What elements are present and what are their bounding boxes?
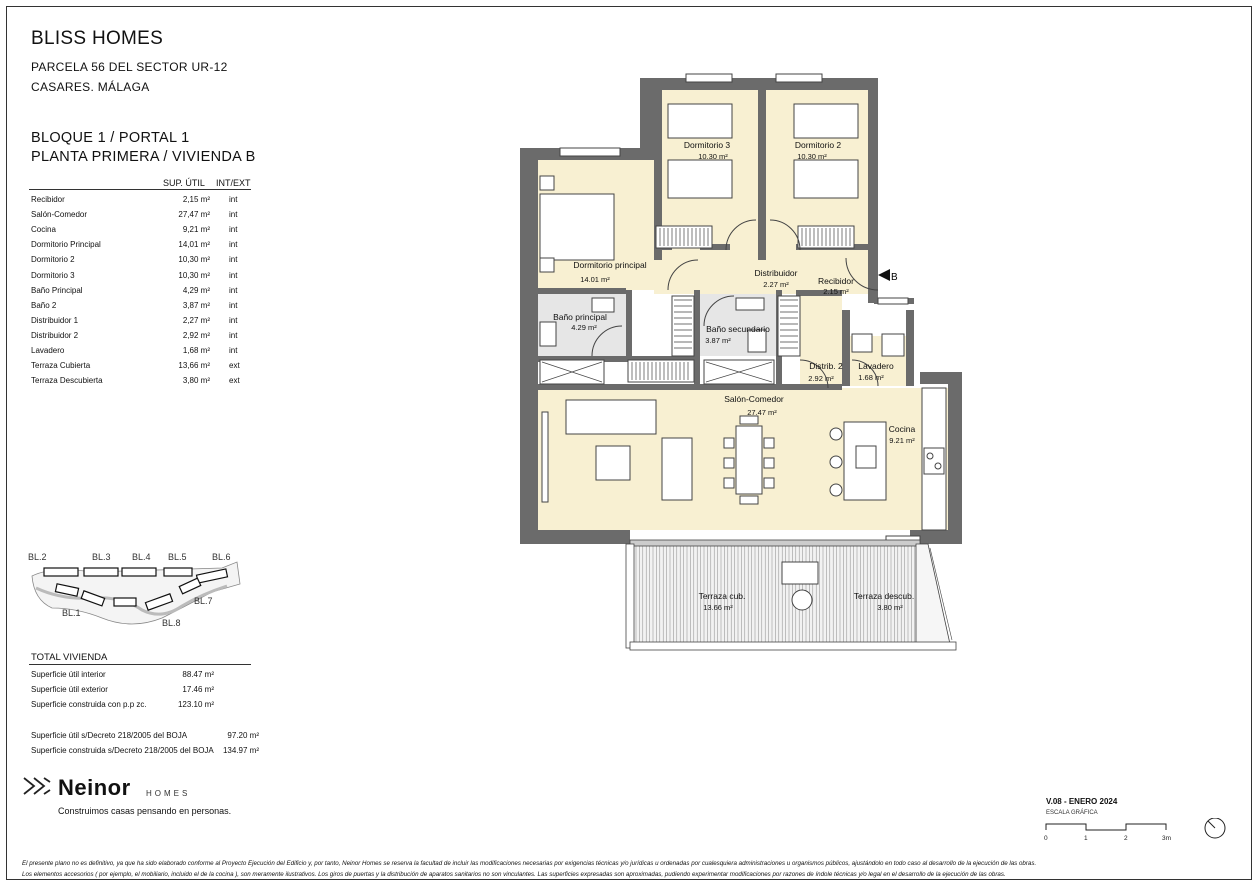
block-line-2: PLANTA PRIMERA / VIVIENDA B [31, 149, 256, 165]
totals-row-label: Superficie útil interior [31, 670, 106, 679]
disclaimer-line-1: El presente plano no es definitivo, ya que ha sido elaborado conforme al Proyecto Ejecución del Edificio y, por tanto, Neinor Homes se reserva la facultad de incluir las modificaciones necesarias por exigencias técnicas y/o jurídicas u ordenadas por cualesquiera administraciones u organismos públicos, ajustándolo en todo caso al desarrollo de la ejecución de las obras. [22, 860, 1037, 867]
surface-room-name: Baño Principal [31, 285, 83, 295]
surface-room-area: 2,92 m² [182, 330, 210, 340]
surface-room-name: Recibidor [31, 195, 65, 204]
totals-row-value: 88.47 m² [182, 670, 214, 679]
section-marker: B [891, 272, 898, 283]
totals-row-label: Superficie útil exterior [31, 685, 108, 694]
scale-label: ESCALA GRÁFICA [1046, 810, 1098, 816]
room-name: Salón-Comedor [724, 394, 784, 404]
room-name: Baño principal [553, 312, 607, 322]
surface-room-type: int [229, 225, 238, 235]
surface-room-name: Distribuidor 1 [31, 315, 79, 325]
plan-version: V.08 - ENERO 2024 [1046, 797, 1118, 806]
brand-name: Neinor [58, 775, 131, 800]
surface-room-area: 1,68 m² [182, 346, 210, 355]
surface-room-area: 27,47 m² [178, 210, 210, 220]
room-area: 2.27 m² [763, 280, 789, 289]
block-line-1: BLOQUE 1 / PORTAL 1 [31, 130, 190, 146]
surface-room-type: int [229, 240, 238, 250]
brand-suffix: HOMES [146, 789, 191, 798]
room-name: Cocina [888, 424, 916, 434]
surface-room-name: Dormitorio 3 [31, 270, 75, 280]
room-name: Terraza cub. [698, 591, 746, 601]
site-label-bl3: BL.3 [92, 552, 111, 562]
room-name: Distribuidor [754, 268, 798, 278]
surface-room-area: 4,29 m² [182, 285, 210, 295]
totals-row-value: 123.10 m² [177, 700, 214, 709]
room-area: 1.68 m² [858, 373, 884, 382]
site-label-bl5: BL.5 [168, 552, 187, 562]
surface-room-name: Dormitorio 2 [31, 255, 75, 265]
decree-row-value: 134.97 m² [222, 746, 259, 755]
scale-tick: 0 [1044, 835, 1048, 842]
room-name: Baño secundario [706, 324, 770, 334]
site-label-bl6: BL.6 [212, 552, 231, 562]
room-area: 14.01 m² [580, 275, 610, 284]
decree-row-label: Superficie útil s/Decreto 218/2005 del BOJA [31, 731, 188, 740]
surface-room-name: Terraza Cubierta [31, 361, 91, 371]
room-name: Distrib. 2 [809, 361, 843, 371]
surface-room-area: 10,30 m² [178, 270, 210, 280]
company-title: BLISS HOMES [31, 28, 164, 49]
legal-disclaimer [22, 858, 1252, 880]
scale-tick: 3m [1162, 835, 1172, 842]
surface-room-name: Salón-Comedor [31, 210, 88, 220]
site-label-bl1: BL.1 [62, 608, 81, 618]
room-area: 10.30 m² [797, 152, 827, 161]
room-area: 27.47 m² [747, 408, 777, 417]
surface-room-type: int [229, 346, 238, 355]
surface-room-name: Distribuidor 2 [31, 330, 79, 340]
surface-room-type: int [229, 270, 238, 280]
surface-room-type: int [229, 285, 238, 295]
surface-room-name: Dormitorio Principal [31, 240, 101, 250]
scale-tick: 2 [1124, 835, 1128, 842]
surface-room-name: Baño 2 [31, 300, 57, 310]
decree-row-label: Superficie construida s/Decreto 218/2005 del BOJA [31, 746, 214, 755]
surface-room-name: Terraza Descubierta [31, 376, 103, 386]
disclaimer-line-2: Los elementos accesorios ( por ejemplo, el mobiliario, incluido el de la cocina ), son meramente ilustrativos. Los giros de puertas y la distribución de aparatos sanitarios no son vinculantes. Las superficies expresadas son aproximadas, pudiendo experimentar modificaciones por razones de índole técnicas y/o legal en el desarrollo de la ejecución de las obras. [22, 871, 1006, 878]
surface-room-type: int [229, 315, 238, 325]
surface-room-area: 13,66 m² [178, 361, 210, 371]
site-label-bl7: BL.7 [194, 596, 213, 606]
brand-slogan: Construimos casas pensando en personas. [58, 806, 232, 816]
room-area: 10.30 m² [698, 152, 728, 161]
room-area: 2.15 m² [823, 287, 849, 296]
surface-room-type: int [229, 255, 238, 265]
surface-room-type: int [229, 330, 238, 340]
surface-room-type: ext [229, 361, 240, 371]
address-line-2: CASARES. MÁLAGA [31, 80, 150, 94]
room-area: 4.29 m² [571, 323, 597, 332]
scale-tick: 1 [1084, 835, 1088, 842]
surface-room-type: int [229, 195, 238, 204]
surface-room-type: int [229, 210, 238, 220]
surface-room-area: 2,27 m² [182, 315, 210, 325]
surface-room-area: 3,87 m² [182, 300, 210, 310]
surface-room-type: int [229, 300, 238, 310]
surface-room-area: 10,30 m² [178, 255, 210, 265]
room-name: Dormitorio 3 [683, 140, 731, 150]
room-name: Terraza descub. [853, 591, 915, 601]
room-name: Dormitorio principal [573, 260, 647, 270]
surface-room-area: 3,80 m² [182, 376, 210, 386]
surface-room-name: Lavadero [31, 346, 65, 355]
room-area: 9.21 m² [889, 436, 915, 445]
room-area: 3.87 m² [705, 336, 731, 345]
room-name: Lavadero [858, 361, 894, 371]
surface-room-area: 2,15 m² [182, 195, 210, 204]
surface-room-type: ext [229, 376, 240, 386]
site-label-bl4: BL.4 [132, 552, 151, 562]
room-area: 3.80 m² [877, 603, 903, 612]
col-header-type: INT/EXT [216, 178, 251, 188]
decree-row-value: 97.20 m² [227, 731, 259, 740]
scale-bar [1040, 818, 1240, 848]
col-header-area: SUP. ÚTIL [163, 178, 205, 188]
room-name: Dormitorio 2 [794, 140, 842, 150]
surface-room-area: 14,01 m² [178, 240, 210, 250]
totals-row-value: 17.46 m² [182, 685, 214, 694]
totals-title: TOTAL VIVIENDA [31, 652, 108, 663]
room-name: Recibidor [818, 276, 854, 286]
site-label-bl8: BL.8 [162, 618, 181, 628]
surface-room-name: Cocina [31, 225, 56, 235]
room-area: 13.66 m² [703, 603, 733, 612]
site-label-bl2: BL.2 [28, 552, 47, 562]
room-area: 2.92 m² [808, 374, 834, 383]
address-line-1: PARCELA 56 DEL SECTOR UR-12 [31, 60, 228, 74]
surface-room-area: 9,21 m² [182, 225, 210, 235]
totals-row-label: Superficie construida con p.p zc. [31, 700, 147, 709]
